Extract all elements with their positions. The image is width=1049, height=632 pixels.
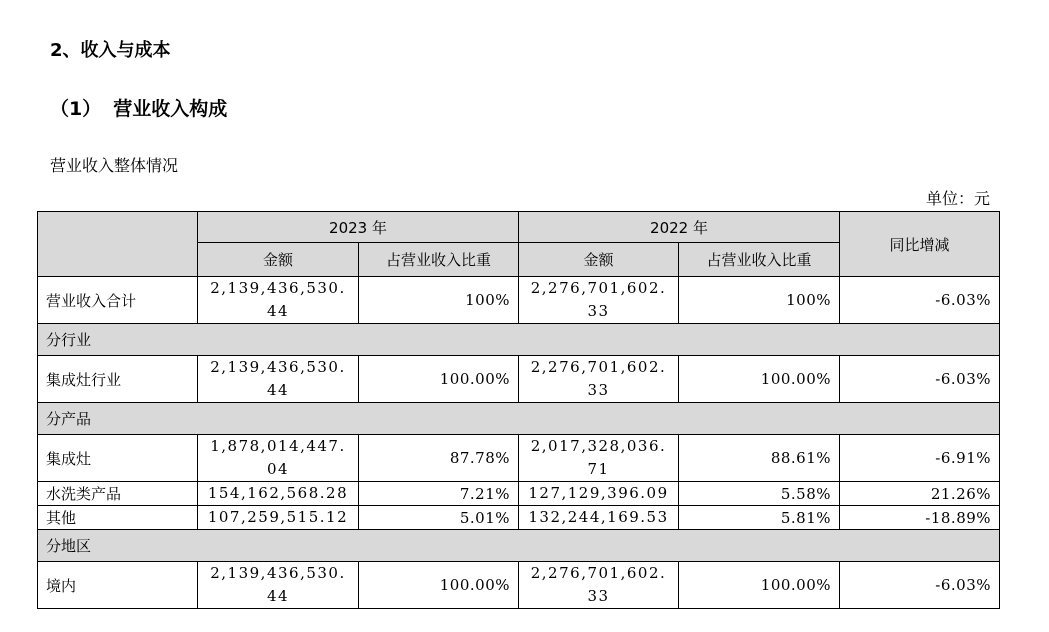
amount-2023-cell: 2,139,436,530.44	[198, 277, 359, 324]
ratio-2022-cell: 5.81%	[679, 506, 840, 530]
amount-2023-cell: 2,139,436,530.44	[198, 562, 359, 609]
subsection-number: （1）	[50, 98, 102, 120]
section-title-cell: 分地区	[38, 530, 1000, 562]
ratio-2022-cell: 5.58%	[679, 482, 840, 506]
table-row	[38, 482, 1000, 506]
amount-2022-cell: 2,276,701,602.33	[519, 277, 679, 324]
yoy-cell: -6.03%	[840, 562, 1000, 609]
section-title: 2、收入与成本	[50, 40, 171, 61]
ratio-2023-cell: 5.01%	[359, 506, 519, 530]
table-row	[38, 562, 1000, 609]
table-row	[38, 506, 1000, 530]
yoy-cell: -18.89%	[840, 506, 1000, 530]
header-amount-2023: 金额	[198, 243, 359, 277]
header-yoy: 同比增减	[840, 212, 1000, 277]
yoy-cell: -6.03%	[840, 277, 1000, 324]
header-year-2023: 2023 年	[198, 212, 519, 243]
row-label: 其他	[38, 506, 198, 530]
section-row-product	[38, 403, 1000, 435]
row-label: 营业收入合计	[38, 277, 198, 324]
row-label: 境内	[38, 562, 198, 609]
ratio-2022-cell: 100.00%	[679, 356, 840, 403]
section-title-cell: 分行业	[38, 324, 1000, 356]
ratio-2023-cell: 87.78%	[359, 435, 519, 482]
header-ratio-2023: 占营业收入比重	[359, 243, 519, 277]
header-blank-cell	[38, 212, 198, 277]
header-year-2022: 2022 年	[519, 212, 840, 243]
amount-2023-cell: 2,139,436,530.44	[198, 356, 359, 403]
revenue-table	[37, 211, 1000, 609]
section-row-region	[38, 530, 1000, 562]
ratio-2023-cell: 100.00%	[359, 356, 519, 403]
unit-label: 单位：元	[925, 189, 990, 208]
row-label: 集成灶	[38, 435, 198, 482]
amount-2022-cell: 2,276,701,602.33	[519, 356, 679, 403]
ratio-2022-cell: 100.00%	[679, 562, 840, 609]
table-row	[38, 356, 1000, 403]
section-title-cell: 分产品	[38, 403, 1000, 435]
ratio-2022-cell: 88.61%	[679, 435, 840, 482]
ratio-2023-cell: 100%	[359, 277, 519, 324]
header-amount-2022: 金额	[519, 243, 679, 277]
row-label: 集成灶行业	[38, 356, 198, 403]
header-row-years	[38, 212, 1000, 243]
yoy-cell: -6.03%	[840, 356, 1000, 403]
section-row-industry	[38, 324, 1000, 356]
amount-2022-cell: 127,129,396.09	[519, 482, 679, 506]
table-caption: 营业收入整体情况	[50, 156, 179, 175]
ratio-2023-cell: 7.21%	[359, 482, 519, 506]
ratio-2022-cell: 100%	[679, 277, 840, 324]
amount-2023-cell: 107,259,515.12	[198, 506, 359, 530]
amount-2023-cell: 154,162,568.28	[198, 482, 359, 506]
amount-2023-cell: 1,878,014,447.04	[198, 435, 359, 482]
header-ratio-2022: 占营业收入比重	[679, 243, 840, 277]
subsection-heading	[50, 94, 227, 121]
table-row-total	[38, 277, 1000, 324]
yoy-cell: 21.26%	[840, 482, 1000, 506]
row-label: 水洗类产品	[38, 482, 198, 506]
amount-2022-cell: 132,244,169.53	[519, 506, 679, 530]
yoy-cell: -6.91%	[840, 435, 1000, 482]
table-row	[38, 435, 1000, 482]
amount-2022-cell: 2,017,328,036.71	[519, 435, 679, 482]
ratio-2023-cell: 100.00%	[359, 562, 519, 609]
subsection-title: 营业收入构成	[113, 98, 228, 120]
amount-2022-cell: 2,276,701,602.33	[519, 562, 679, 609]
